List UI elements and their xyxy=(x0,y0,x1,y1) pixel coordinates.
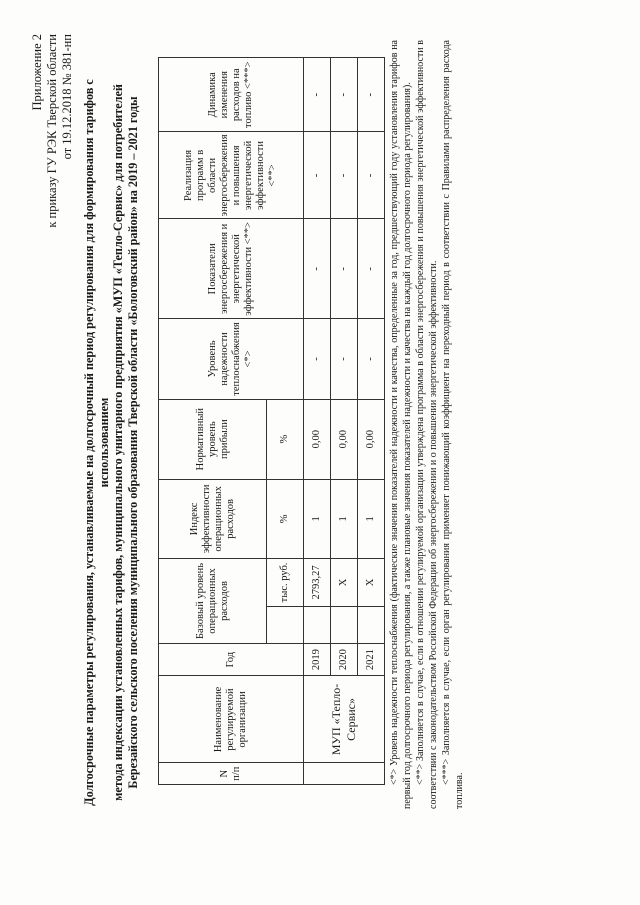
appendix-reference xyxy=(30,34,75,228)
table-header-row xyxy=(159,58,267,785)
footnote-reliability: <*> Уровень надежности теплоснабжения (фактические значения показателей надежности и качества, определенные за год, предшествующий году установления тарифов на первый год долгосрочного периода регулирования, а также плановые значения показателей надежности и качества на каждый год долгосрочного периода регулирования). xyxy=(389,40,413,809)
cell-programs: - xyxy=(331,132,358,219)
document-title xyxy=(82,40,140,845)
cell-year: 2021 xyxy=(358,643,385,676)
cell-fuel: - xyxy=(331,58,358,132)
cell-profit: 0,00 xyxy=(358,399,385,479)
cell-energy: - xyxy=(358,219,385,319)
cell-spacer xyxy=(304,606,331,643)
cell-year: 2019 xyxy=(304,643,331,676)
title-line-2: метода индексации установленных тарифов, муниципального унитарного предприятия «МУП «Тепло-Сервис» для потребителей xyxy=(111,84,125,801)
cell-reliability: - xyxy=(304,319,331,399)
unit-base: тыс. руб. xyxy=(267,559,304,607)
cell-fuel: - xyxy=(304,58,331,132)
appendix-number: Приложение 2 xyxy=(30,34,44,111)
header-num: N п/п xyxy=(159,763,304,785)
cell-year: 2020 xyxy=(331,643,358,676)
cell-organization: МУП «Тепло-Сервис» xyxy=(304,676,385,763)
header-index: Индекс эффективности операционных расходов xyxy=(159,479,267,558)
cell-reliability: - xyxy=(331,319,358,399)
header-reliability: Уровень надежности теплоснабжения <*> xyxy=(159,319,304,399)
header-energy: Показатели энергосбережения и энергетической эффективности <**> xyxy=(159,219,304,319)
cell-fuel: - xyxy=(358,58,385,132)
cell-base: 2793,27 xyxy=(304,559,331,607)
cell-spacer xyxy=(331,606,358,643)
header-org: Наименование регулируемой организации xyxy=(159,676,304,763)
unit-index: % xyxy=(267,479,304,558)
cell-index: 1 xyxy=(331,479,358,558)
table-row xyxy=(358,58,385,785)
title-line-3: Березайского сельского поселения муниципального образования Тверской области «Бологовский район» на 2019 – 2021 годы xyxy=(125,96,140,789)
cell-base: Х xyxy=(358,559,385,607)
cell-profit: 0,00 xyxy=(304,399,331,479)
header-programs: Реализация программ в области энергосбережения и повышения энергетической эффективности <**> xyxy=(159,132,304,219)
table-row xyxy=(304,58,331,785)
cell-base: Х xyxy=(331,559,358,607)
cell-reliability: - xyxy=(358,319,385,399)
appendix-order: к приказу ГУ РЭК Тверской области xyxy=(45,34,59,228)
cell-programs: - xyxy=(358,132,385,219)
footnote-fuel: <***> Заполняется в случае, если орган регулирования применяет понижающий коэффициент на переходный период в соответствии с Правилами распределения расхода топлива. xyxy=(441,40,465,809)
header-base: Базовый уровень операционных расходов xyxy=(159,559,267,644)
title-line-1: Долгосрочные параметры регулирования, устанавливаемые на долгосрочный период регулирования для формирования тарифов с использованием xyxy=(82,79,111,806)
header-fuel: Динамика изменения расходов на топливо <***> xyxy=(159,58,304,132)
unit-spacer xyxy=(267,606,304,643)
appendix-date: от 19.12.2018 № 381-нп xyxy=(60,34,74,160)
unit-profit: % xyxy=(267,399,304,479)
header-year: Год xyxy=(159,643,304,676)
header-profit: Нормативный уровень прибыли xyxy=(159,399,267,479)
cell-num xyxy=(304,763,385,785)
cell-profit: 0,00 xyxy=(331,399,358,479)
cell-spacer xyxy=(358,606,385,643)
cell-index: 1 xyxy=(358,479,385,558)
footnotes xyxy=(388,40,466,809)
cell-index: 1 xyxy=(304,479,331,558)
cell-energy: - xyxy=(331,219,358,319)
cell-programs: - xyxy=(304,132,331,219)
footnote-energy: <**> Заполняется в случае, если в отношении регулируемой организации утверждена программа в области энергосбережения и повышения энергетической эффективности в соответствии с законодательством Российской Федерации об энергосбережении и о повышении энергетической эффективности. xyxy=(415,40,439,809)
parameters-table xyxy=(158,57,385,785)
table-row xyxy=(331,58,358,785)
cell-energy: - xyxy=(304,219,331,319)
